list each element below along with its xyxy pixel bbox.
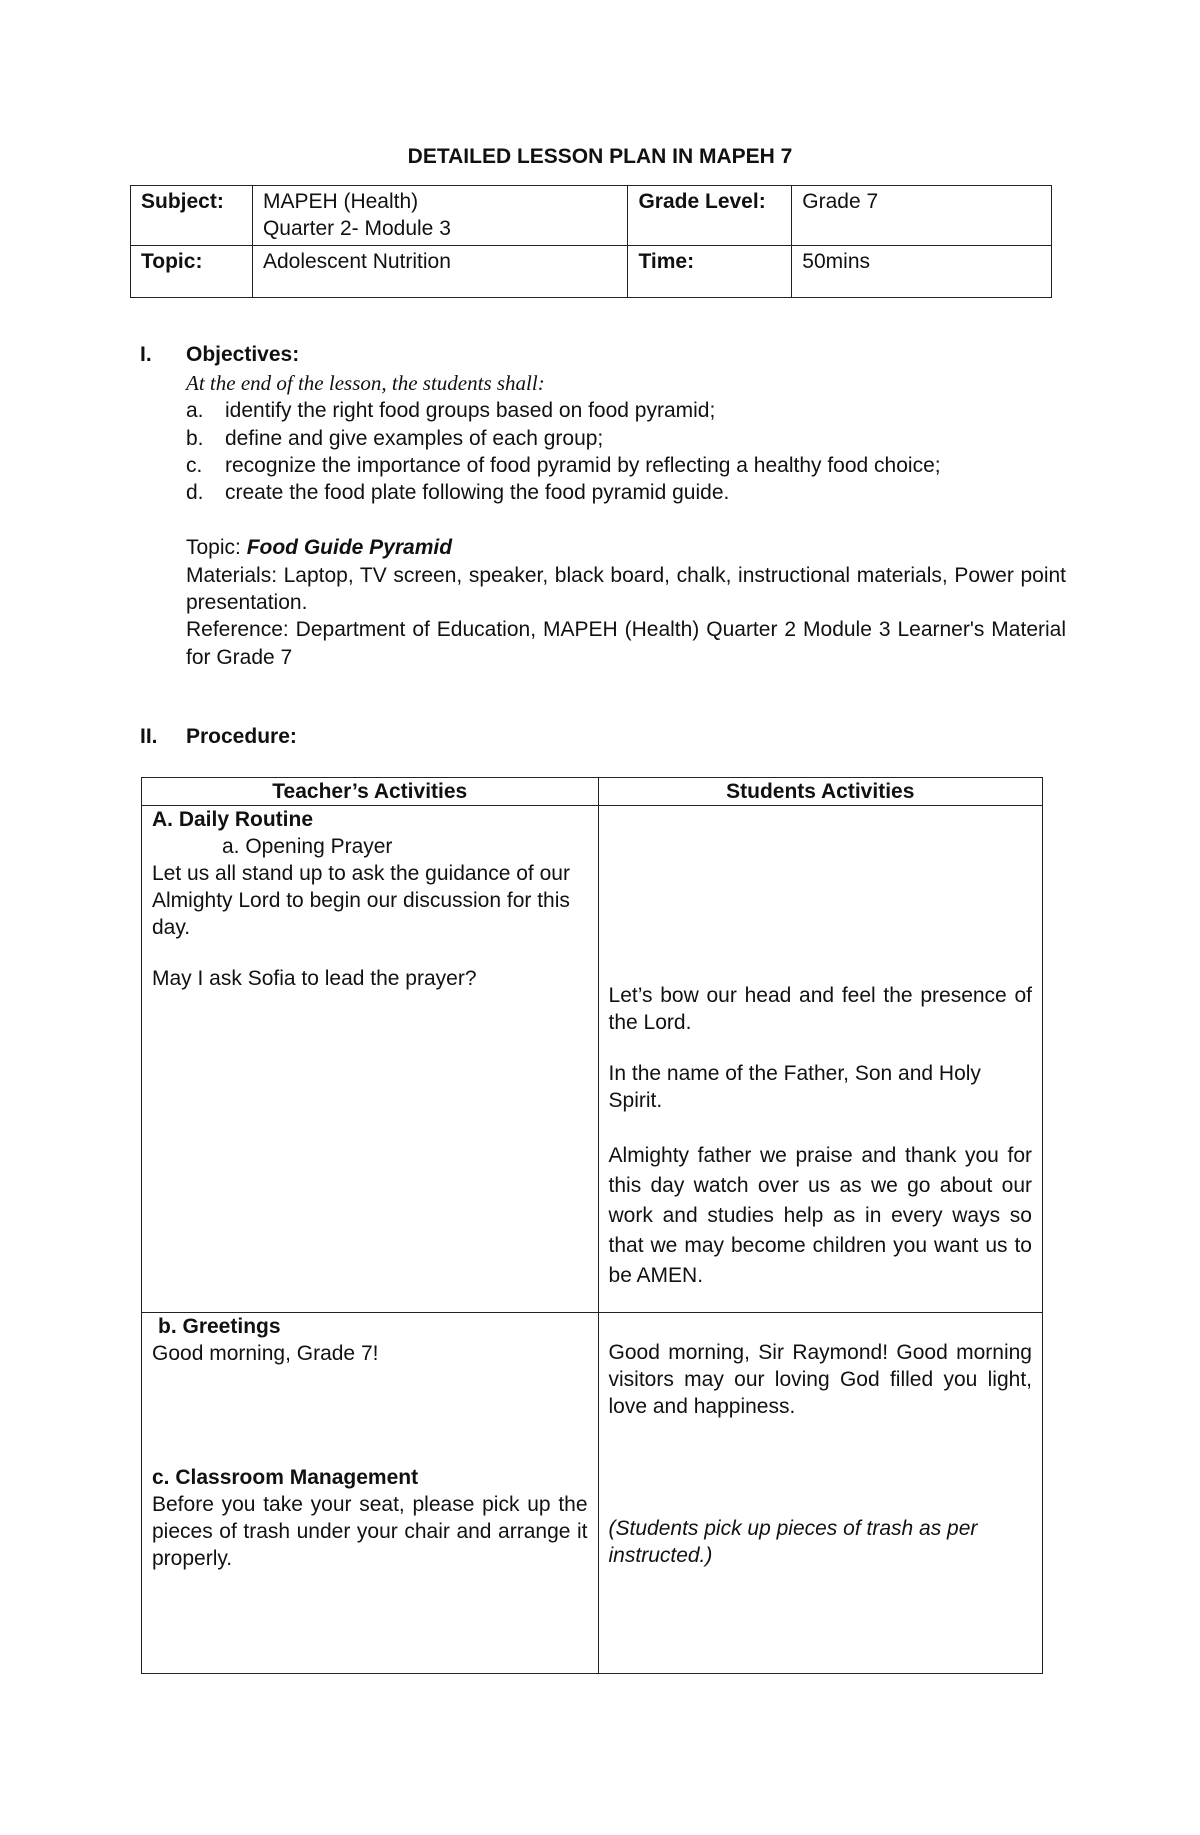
- procedure-title: Procedure:: [186, 725, 297, 748]
- procedure-heading: [140, 723, 1060, 750]
- objectives-body: [186, 370, 1066, 671]
- objectives-number: I.: [140, 343, 152, 366]
- student-prayer-1: Let’s bow our head and feel the presence of the Lord.: [608, 984, 1032, 1034]
- subject-label: Subject:: [131, 186, 253, 246]
- materials-text: Materials: Laptop, TV screen, speaker, black board, chalk, instructional materials, Power point presentation.: [186, 563, 1066, 615]
- objective-text: recognize the importance of food pyramid by reflecting a healthy food choice;: [225, 453, 941, 477]
- daily-routine-student-cell: [598, 806, 1042, 1313]
- topic-value: Adolescent Nutrition: [252, 245, 628, 297]
- teacher-classroom-text: Before you take your seat, please pick up the pieces of trash under your chair and arrange it properly.: [152, 1493, 588, 1570]
- objectives-heading: [140, 341, 1060, 368]
- daily-routine-teacher-cell: [142, 806, 599, 1313]
- grade-value: Grade 7: [792, 186, 1052, 246]
- grade-label: Grade Level:: [628, 186, 792, 246]
- objective-letter: a.: [186, 399, 204, 423]
- daily-routine-heading: A. Daily Routine: [152, 808, 314, 831]
- objectives-title: Objectives:: [186, 343, 300, 366]
- objective-item: [186, 452, 1066, 479]
- greetings-heading: b. Greetings: [158, 1315, 281, 1338]
- page-title: DETAILED LESSON PLAN IN MAPEH 7: [407, 145, 793, 168]
- objective-letter: b.: [186, 426, 204, 450]
- teacher-greeting-text: Good morning, Grade 7!: [152, 1342, 379, 1365]
- topic-name: Food Guide Pyramid: [246, 536, 453, 560]
- topic-line: [186, 534, 1066, 561]
- objective-item: [186, 397, 1066, 424]
- subject-line1: MAPEH (Health): [262, 190, 419, 213]
- subject-line2: Quarter 2- Module 3: [262, 217, 451, 241]
- students-activities-header: Students Activities: [598, 778, 1042, 806]
- procedure-table: [141, 777, 1043, 1674]
- student-prayer-3: Almighty father we praise and thank you for this day watch over us as we go about our work and studies help as in every ways so that we may become children you want us to be AMEN.: [608, 1144, 1032, 1287]
- objective-text: create the food plate following the food pyramid guide.: [225, 481, 730, 505]
- opening-prayer-subheading: a. Opening Prayer: [222, 835, 393, 858]
- objective-text: identify the right food groups based on food pyramid;: [225, 399, 716, 423]
- greetings-teacher-cell: [142, 1313, 599, 1674]
- teacher-prayer-ask: May I ask Sofia to lead the prayer?: [152, 967, 477, 990]
- student-greeting-text: Good morning, Sir Raymond! Good morning visitors may our loving God filled you light, love and happiness.: [608, 1341, 1032, 1418]
- time-label: Time:: [628, 245, 792, 297]
- classroom-management-heading: c. Classroom Management: [152, 1466, 419, 1489]
- topic-label: Topic:: [131, 245, 253, 297]
- topic-prefix: Topic:: [186, 536, 247, 560]
- procedure-number: II.: [140, 725, 158, 748]
- objective-text: define and give examples of each group;: [225, 426, 604, 450]
- objective-letter: c.: [186, 453, 203, 477]
- teacher-activities-header: Teacher’s Activities: [142, 778, 599, 806]
- lesson-info-table: [130, 185, 1052, 298]
- objective-item: [186, 479, 1066, 506]
- student-classroom-text: (Students pick up pieces of trash as per instructed.): [608, 1517, 978, 1567]
- reference-text: Reference: Department of Education, MAPEH (Health) Quarter 2 Module 3 Learner's Material for Grade 7: [186, 618, 1066, 669]
- student-prayer-2: In the name of the Father, Son and Holy Spirit.: [608, 1062, 981, 1112]
- objectives-intro: At the end of the lesson, the students shall:: [186, 371, 545, 395]
- objective-letter: d.: [186, 481, 204, 505]
- teacher-prayer-text: Let us all stand up to ask the guidance of our Almighty Lord to begin our discussion for this day.: [152, 862, 570, 939]
- greetings-student-cell: [598, 1313, 1042, 1674]
- subject-value: [252, 186, 628, 246]
- objective-item: [186, 425, 1066, 452]
- time-value: 50mins: [792, 245, 1052, 297]
